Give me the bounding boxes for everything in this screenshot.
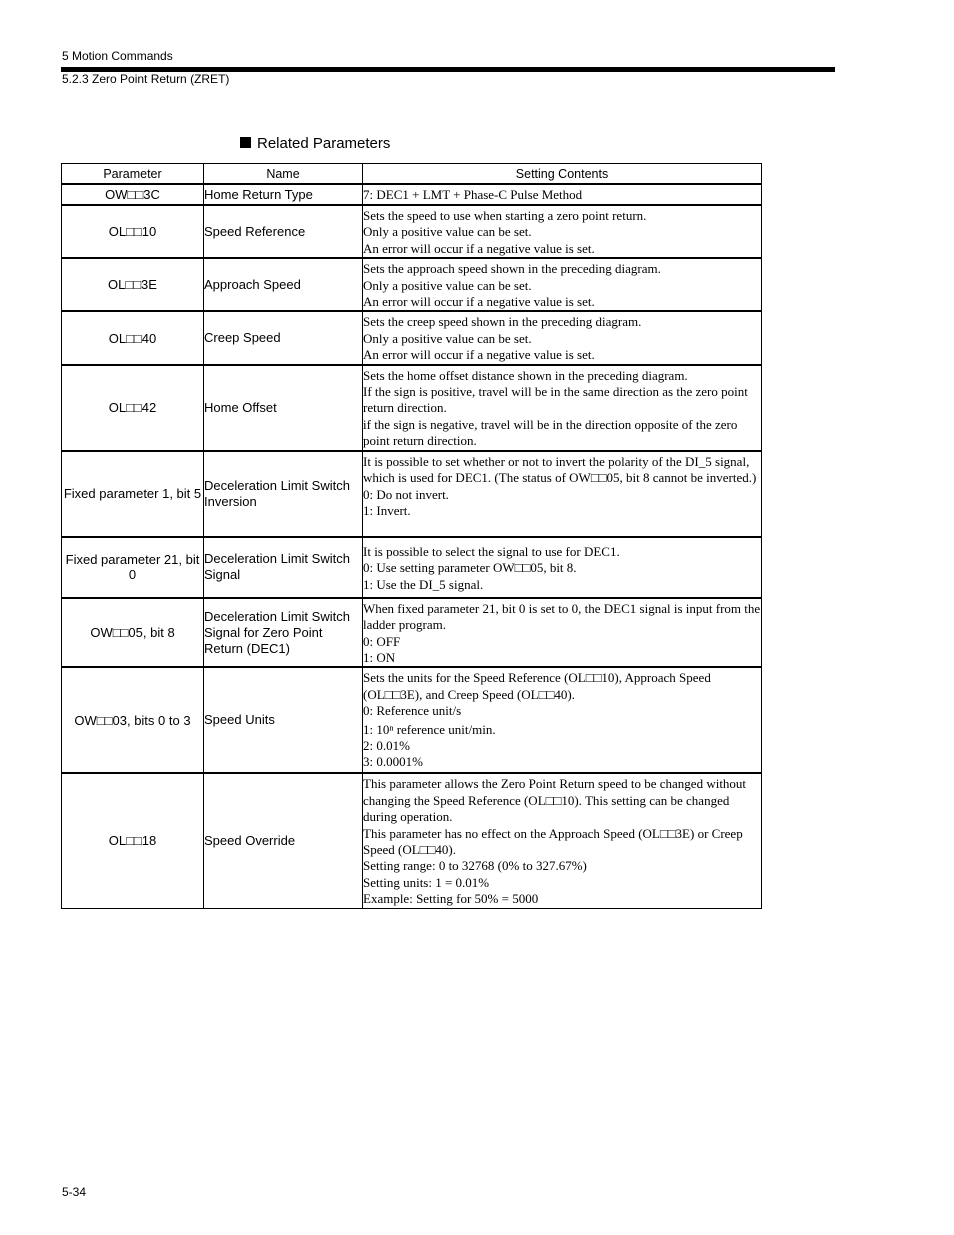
parameter-cell: OW□□3C <box>62 184 204 205</box>
table-header-row <box>62 164 762 185</box>
column-header-name: Name <box>204 164 363 185</box>
contents-cell <box>363 773 762 908</box>
parameter-cell: OL□□10 <box>62 205 204 258</box>
table-row <box>62 667 762 773</box>
parameter-cell: OL□□42 <box>62 365 204 451</box>
contents-line: 0: Use setting parameter OW□□05, bit 8. <box>363 560 577 576</box>
chapter-header: 5 Motion Commands <box>62 49 173 63</box>
contents-cell <box>363 184 762 205</box>
table-row <box>62 773 762 908</box>
section-title: Related Parameters <box>257 135 391 152</box>
contents-line: Sets the units for the Speed Reference (OL□□10), Approach Speed (OL□□3E), and Creep Speed (OL□□40). <box>363 670 711 702</box>
contents-cell <box>363 311 762 364</box>
section-header: 5.2.3 Zero Point Return (ZRET) <box>62 72 230 86</box>
contents-line: An error will occur if a negative value is set. <box>363 240 595 256</box>
contents-line: Sets the approach speed shown in the preceding diagram. <box>363 261 661 277</box>
contents-line: Sets the speed to use when starting a zero point return. <box>363 208 647 223</box>
square-bullet-icon <box>240 137 251 148</box>
parameter-cell: OL□□18 <box>62 773 204 908</box>
contents-line: 1: Invert. <box>363 502 411 518</box>
contents-line: This parameter allows the Zero Point Return speed to be changed without changing the Speed Reference (OL□□10). This setting can be changed during operation. <box>363 776 747 825</box>
parameter-cell: OL□□3E <box>62 258 204 311</box>
contents-line: 0: Reference unit/s <box>363 703 462 719</box>
contents-cell <box>363 451 762 537</box>
parameter-cell: Fixed parameter 21, bit 0 <box>62 537 204 598</box>
section-heading <box>240 135 390 152</box>
contents-line: It is possible to select the signal to use for DEC1. <box>363 543 620 559</box>
name-cell: Home Return Type <box>204 184 363 205</box>
contents-line: Setting units: 1 = 0.01% <box>363 874 490 890</box>
column-header-setting-contents: Setting Contents <box>363 164 762 185</box>
contents-cell <box>363 365 762 451</box>
parameter-cell: OW□□03, bits 0 to 3 <box>62 667 204 773</box>
table-row <box>62 598 762 668</box>
table-row <box>62 365 762 451</box>
table-row <box>62 184 762 205</box>
name-cell: Deceleration Limit Switch Inversion <box>204 451 363 537</box>
name-cell: Deceleration Limit Switch Signal for Zero Point Return (DEC1) <box>204 598 363 668</box>
contents-line: Sets the creep speed shown in the preceding diagram. <box>363 314 642 330</box>
table-row <box>62 537 762 598</box>
contents-line: An error will occur if a negative value is set. <box>363 347 595 363</box>
column-header-parameter: Parameter <box>62 164 204 185</box>
name-cell: Approach Speed <box>204 258 363 311</box>
contents-cell <box>363 598 762 668</box>
contents-line: Setting range: 0 to 32768 (0% to 327.67%) <box>363 858 587 874</box>
contents-line: It is possible to set whether or not to invert the polarity of the DI_5 signal, which is used for DEC1. (The status of OW□□05, bit 8 cannot be inverted.) <box>363 453 757 486</box>
table-row <box>62 311 762 364</box>
contents-line: Only a positive value can be set. <box>363 277 532 293</box>
contents-line: 0: Do not invert. <box>363 486 449 502</box>
table-row <box>62 205 762 258</box>
contents-cell <box>363 258 762 311</box>
contents-line: 3: 0.0001% <box>363 754 423 770</box>
page-number: 5-34 <box>62 1185 87 1199</box>
contents-line: Sets the home offset distance shown in the preceding diagram. <box>363 367 688 383</box>
contents-line: 1: 10ⁿ reference unit/min. <box>363 721 496 737</box>
contents-line: An error will occur if a negative value is set. <box>363 294 595 310</box>
name-cell: Speed Units <box>204 667 363 773</box>
name-cell: Deceleration Limit Switch Signal <box>204 537 363 598</box>
contents-line: Example: Setting for 50% = 5000 <box>363 891 539 907</box>
contents-line: Only a positive value can be set. <box>363 330 532 346</box>
table-row <box>62 451 762 537</box>
name-cell: Speed Reference <box>204 205 363 258</box>
related-parameters-table <box>61 163 762 909</box>
contents-line: Only a positive value can be set. <box>363 224 532 240</box>
contents-line: 1: Use the DI_5 signal. <box>363 576 484 592</box>
contents-line: This parameter has no effect on the Approach Speed (OL□□3E) or Creep Speed (OL□□40). <box>363 825 743 857</box>
parameter-cell: Fixed parameter 1, bit 5 <box>62 451 204 537</box>
name-cell: Creep Speed <box>204 311 363 364</box>
contents-line: 1: ON <box>363 649 396 665</box>
contents-line: If the sign is positive, travel will be in the same direction as the zero point return direction. <box>363 384 748 416</box>
contents-cell <box>363 667 762 773</box>
contents-line: When fixed parameter 21, bit 0 is set to 0, the DEC1 signal is input from the ladder program. <box>363 600 761 633</box>
contents-line: if the sign is negative, travel will be in the direction opposite of the zero point return direction. <box>363 416 738 449</box>
contents-cell <box>363 205 762 258</box>
table-row <box>62 258 762 311</box>
contents-line: 0: OFF <box>363 633 401 649</box>
parameter-cell: OW□□05, bit 8 <box>62 598 204 668</box>
parameter-cell: OL□□40 <box>62 311 204 364</box>
contents-line: 7: DEC1 + LMT + Phase-C Pulse Method <box>363 187 583 202</box>
contents-cell <box>363 537 762 598</box>
name-cell: Speed Override <box>204 773 363 908</box>
contents-line: 2: 0.01% <box>363 737 410 753</box>
name-cell: Home Offset <box>204 365 363 451</box>
